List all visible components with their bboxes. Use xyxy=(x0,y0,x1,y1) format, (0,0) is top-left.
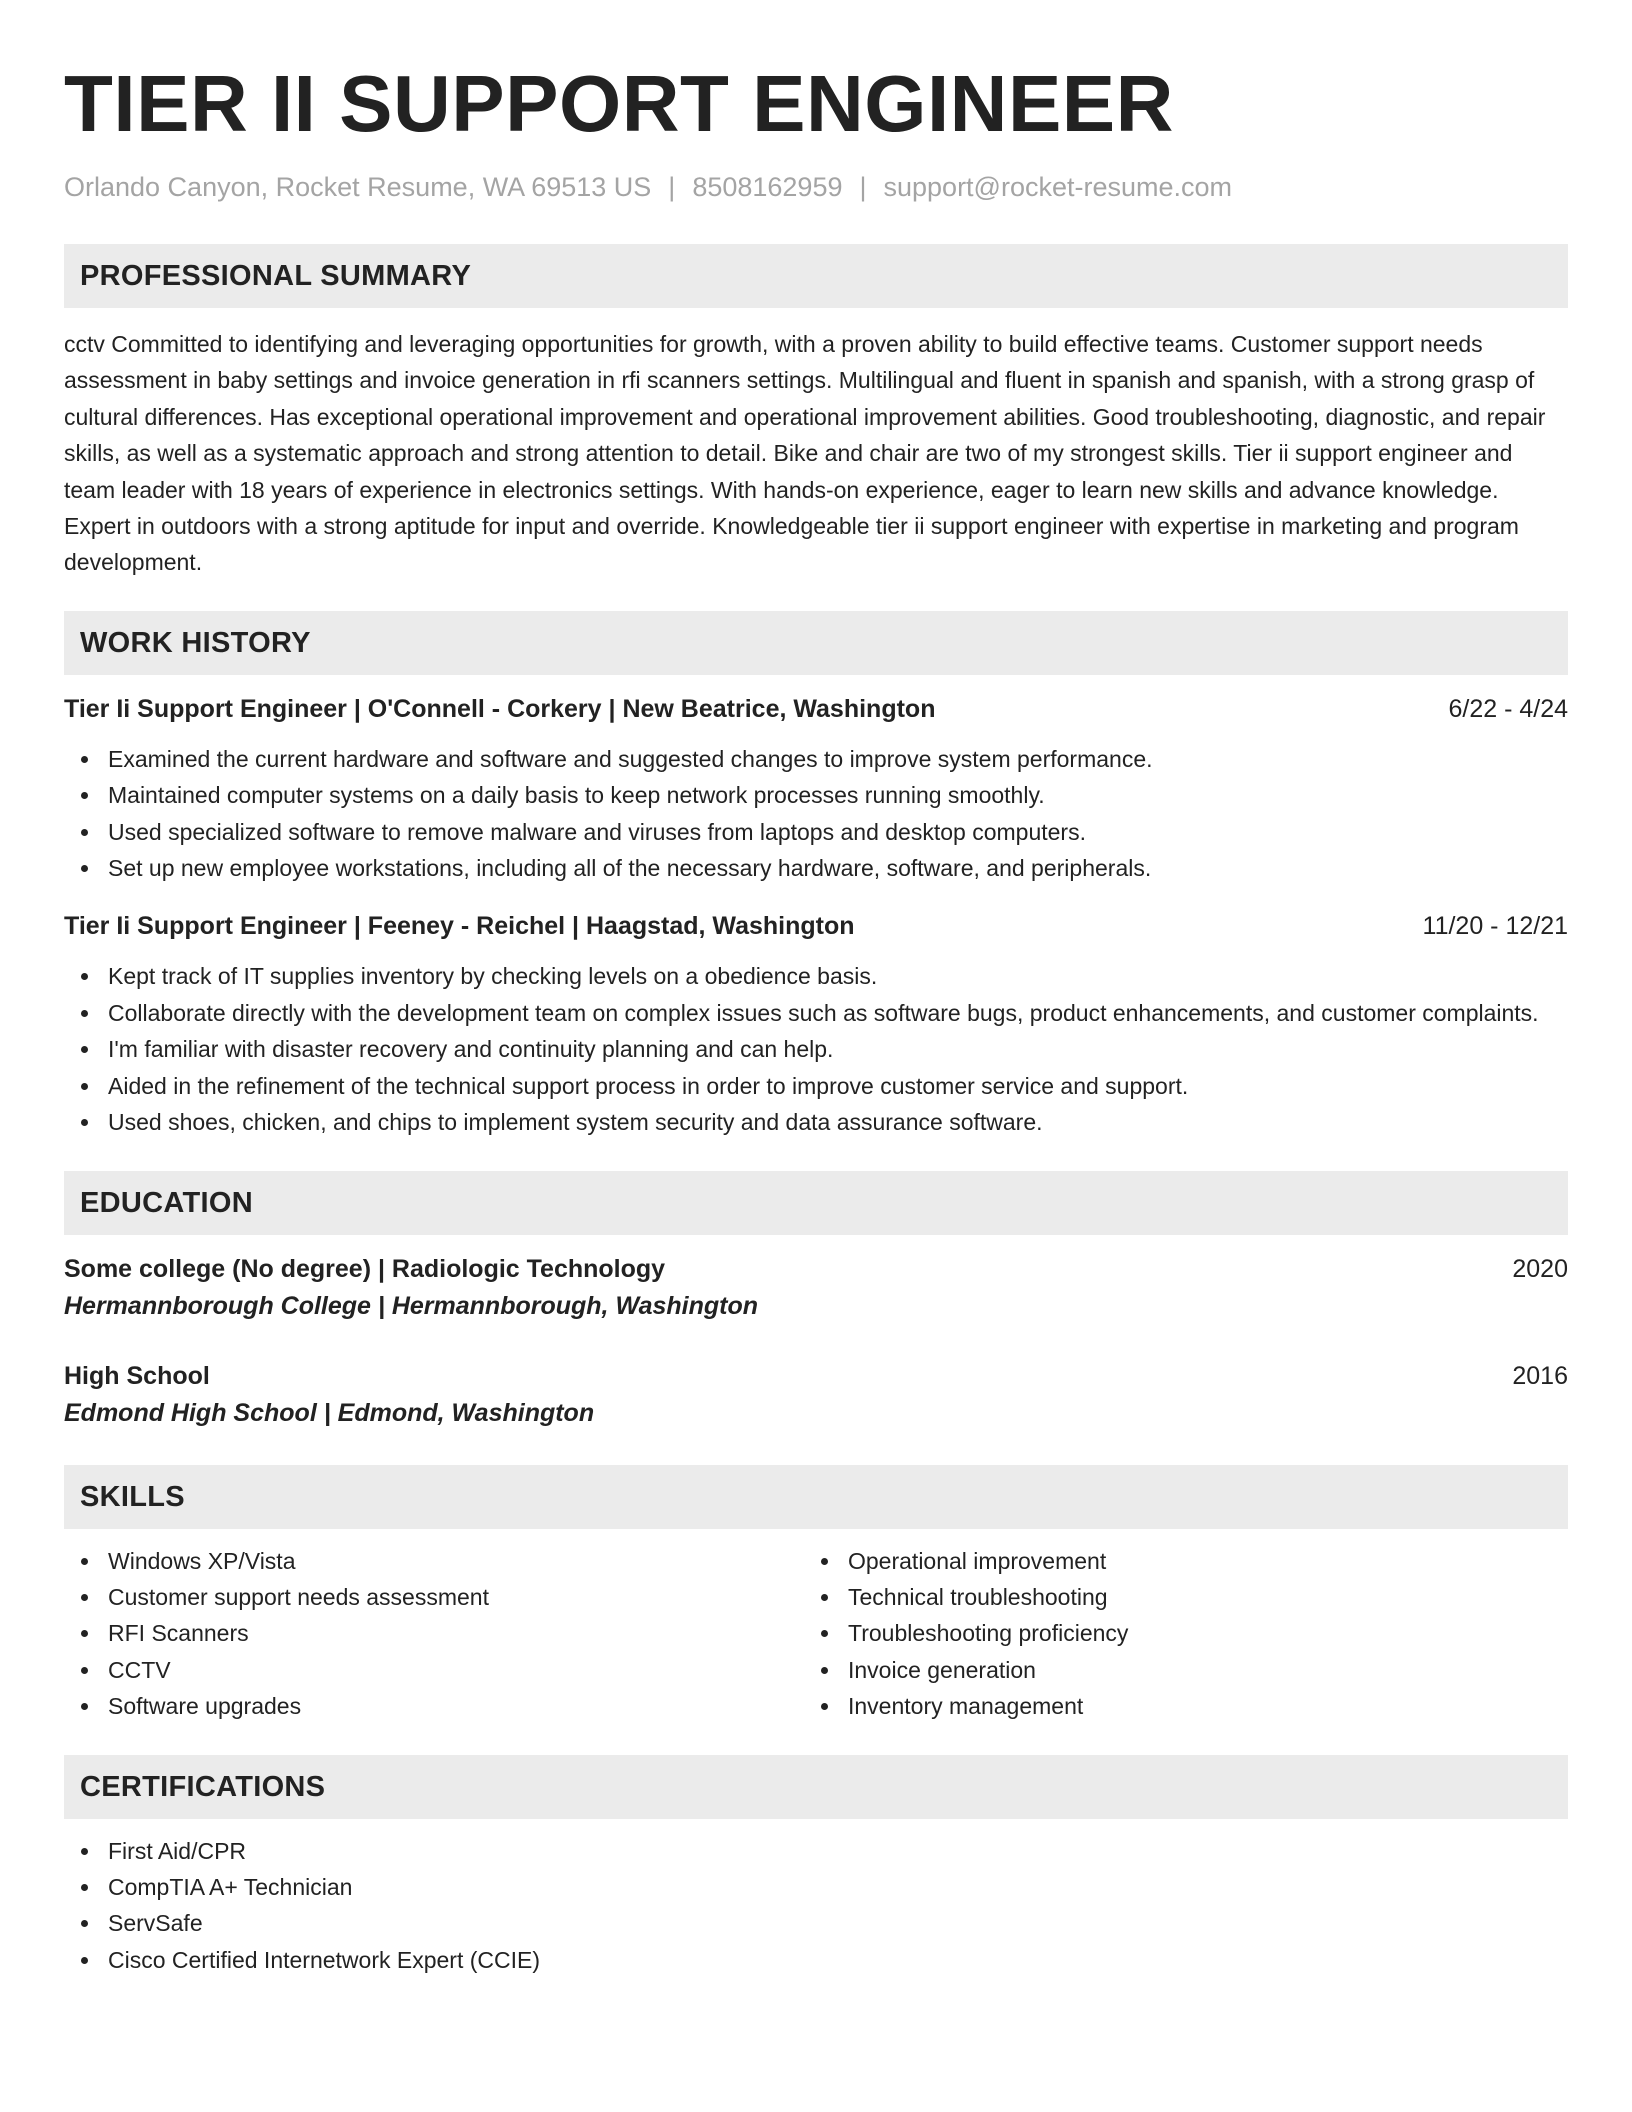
education-degree: Some college (No degree) | Radiologic Technology xyxy=(64,1254,666,1283)
skills-grid xyxy=(64,1543,1568,1725)
skills-column-right xyxy=(804,1543,1544,1725)
certifications-list xyxy=(64,1833,1568,1979)
skill-item: Troubleshooting proficiency xyxy=(804,1615,1544,1651)
job-bullet-list xyxy=(64,958,1568,1140)
skill-item: RFI Scanners xyxy=(64,1615,804,1651)
job-bullet-list xyxy=(64,741,1568,887)
contact-line xyxy=(64,170,1568,204)
summary-text: cctv Committed to identifying and leveraging opportunities for growth, with a proven ability to build effective teams. Customer support needs assessment in baby settings and invoice generation in rfi scanners settings. Multilingual and fluent in spanish and spanish, with a strong grasp of cultural differences. Has exceptional operational improvement and operational improvement abilities. Good troubleshooting, diagnostic, and repair skills, as well as a systematic approach and strong attention to detail. Bike and chair are two of my strongest skills. Tier ii support engineer and team leader with 18 years of experience in electronics settings. With hands-on experience, eager to learn new skills and advance knowledge. Expert in outdoors with a strong aptitude for input and override. Knowledgeable tier ii support engineer with expertise in marketing and program development. xyxy=(64,331,1546,576)
contact-address: Orlando Canyon, Rocket Resume, WA 69513 US xyxy=(64,172,652,202)
education-school: Hermannborough College | Hermannborough, Washington xyxy=(64,1291,759,1320)
section-heading-skills: SKILLS xyxy=(64,1465,1568,1529)
job-bullet: Used shoes, chicken, and chips to implement system security and data assurance software. xyxy=(64,1104,1568,1140)
skill-item: Inventory management xyxy=(804,1688,1544,1724)
education-entry xyxy=(64,1251,1568,1325)
education-degree: High School xyxy=(64,1361,210,1390)
section-heading-education: EDUCATION xyxy=(64,1171,1568,1235)
job-dates: 6/22 - 4/24 xyxy=(1448,694,1568,723)
skill-item: Windows XP/Vista xyxy=(64,1543,804,1579)
skill-item: Invoice generation xyxy=(804,1652,1544,1688)
job-dates: 11/20 - 12/21 xyxy=(1422,912,1568,941)
job-bullet: Examined the current hardware and software and suggested changes to improve system performance. xyxy=(64,741,1568,777)
skill-item: CCTV xyxy=(64,1652,804,1688)
contact-separator: | xyxy=(859,172,867,202)
skill-item: Operational improvement xyxy=(804,1543,1544,1579)
job-bullet: Collaborate directly with the development team on complex issues such as software bugs, product enhancements, and customer complaints. xyxy=(64,995,1568,1031)
job-title: Tier Ii Support Engineer | O'Connell - Corkery | New Beatrice, Washington xyxy=(64,694,936,723)
contact-separator: | xyxy=(668,172,676,202)
job-entry xyxy=(64,691,1568,887)
job-bullet: Aided in the refinement of the technical support process in order to improve customer service and support. xyxy=(64,1068,1568,1104)
education-header xyxy=(64,1251,1568,1287)
contact-phone: 8508162959 xyxy=(692,172,843,202)
job-entry xyxy=(64,908,1568,1140)
education-school: Edmond High School | Edmond, Washington xyxy=(64,1398,595,1427)
certification-item: Cisco Certified Internetwork Expert (CCIE) xyxy=(64,1942,1568,1978)
job-bullet: Kept track of IT supplies inventory by checking levels on a obedience basis. xyxy=(64,958,1568,994)
certification-item: First Aid/CPR xyxy=(64,1833,1568,1869)
job-title: Tier Ii Support Engineer | Feeney - Reichel | Haagstad, Washington xyxy=(64,912,855,941)
skill-item: Technical troubleshooting xyxy=(804,1579,1544,1615)
job-header xyxy=(64,908,1568,944)
contact-email: support@rocket-resume.com xyxy=(883,172,1233,202)
section-heading-work-history: WORK HISTORY xyxy=(64,611,1568,675)
skill-item: Customer support needs assessment xyxy=(64,1579,804,1615)
section-heading-certifications: CERTIFICATIONS xyxy=(64,1755,1568,1819)
certification-item: ServSafe xyxy=(64,1905,1568,1941)
education-entry xyxy=(64,1358,1568,1432)
skill-item: Software upgrades xyxy=(64,1688,804,1724)
education-year: 2016 xyxy=(1512,1361,1568,1390)
job-header xyxy=(64,691,1568,727)
education-header xyxy=(64,1358,1568,1394)
skills-column-left xyxy=(64,1543,804,1725)
section-heading-summary: PROFESSIONAL SUMMARY xyxy=(64,244,1568,308)
job-bullet: Used specialized software to remove malware and viruses from laptops and desktop computers. xyxy=(64,814,1568,850)
certification-item: CompTIA A+ Technician xyxy=(64,1869,1568,1905)
job-bullet: Set up new employee workstations, including all of the necessary hardware, software, and peripherals. xyxy=(64,850,1568,886)
resume-name: TIER II SUPPORT ENGINEER xyxy=(64,59,1174,148)
job-bullet: I'm familiar with disaster recovery and continuity planning and can help. xyxy=(64,1031,1568,1067)
job-bullet: Maintained computer systems on a daily basis to keep network processes running smoothly. xyxy=(64,777,1568,813)
education-year: 2020 xyxy=(1512,1254,1568,1283)
